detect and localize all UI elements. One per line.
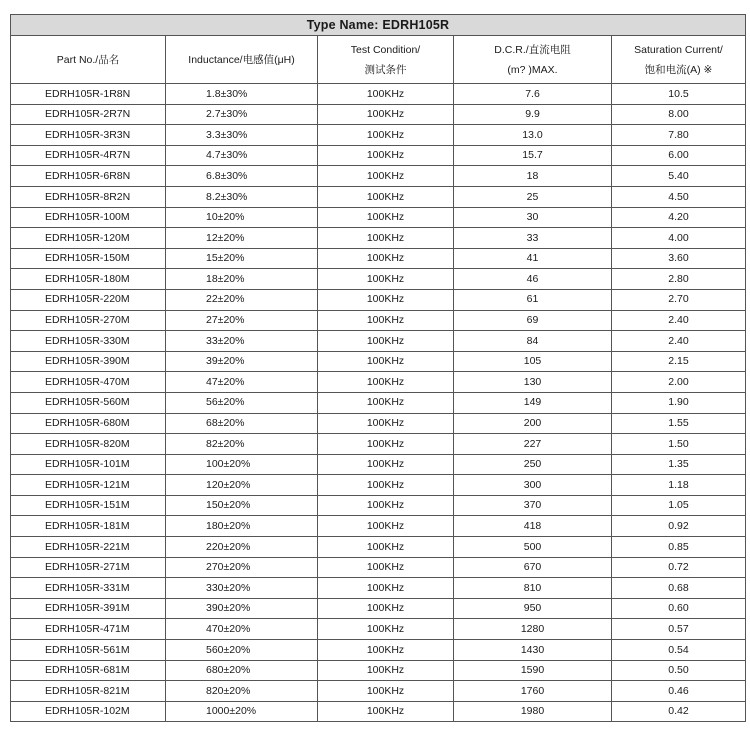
table-row — [11, 351, 746, 372]
test-condition-cell: 100KHz — [318, 166, 454, 187]
inductance-cell: 18±20% — [166, 269, 318, 290]
table-body — [11, 84, 746, 722]
header-saturation-line2: 饱和电流(A) ※ — [644, 63, 713, 76]
dcr-cell: 25 — [454, 186, 612, 207]
header-inductance: Inductance/电感值(μH) — [166, 36, 318, 84]
part-no-cell: EDRH105R-100M — [11, 207, 166, 228]
inductance-cell: 27±20% — [166, 310, 318, 331]
part-no-cell: EDRH105R-121M — [11, 475, 166, 496]
table-row — [11, 413, 746, 434]
spec-sheet — [10, 14, 745, 722]
table-row — [11, 310, 746, 331]
test-condition-cell: 100KHz — [318, 372, 454, 393]
table-row — [11, 516, 746, 537]
saturation-current-cell: 3.60 — [612, 248, 746, 269]
table-row — [11, 557, 746, 578]
dcr-cell: 227 — [454, 434, 612, 455]
test-condition-cell: 100KHz — [318, 516, 454, 537]
table-row — [11, 289, 746, 310]
saturation-current-cell: 0.57 — [612, 619, 746, 640]
inductance-cell: 2.7±30% — [166, 104, 318, 125]
inductance-cell: 12±20% — [166, 228, 318, 249]
dcr-cell: 7.6 — [454, 84, 612, 105]
saturation-current-cell: 4.50 — [612, 186, 746, 207]
table-row — [11, 84, 746, 105]
inductance-cell: 220±20% — [166, 537, 318, 558]
saturation-current-cell: 6.00 — [612, 145, 746, 166]
dcr-cell: 810 — [454, 578, 612, 599]
table-row — [11, 495, 746, 516]
inductance-cell: 15±20% — [166, 248, 318, 269]
saturation-current-cell: 2.00 — [612, 372, 746, 393]
part-no-cell: EDRH105R-6R8N — [11, 166, 166, 187]
dcr-cell: 1760 — [454, 681, 612, 702]
title-row — [11, 15, 746, 36]
test-condition-cell: 100KHz — [318, 331, 454, 352]
part-no-cell: EDRH105R-151M — [11, 495, 166, 516]
inductance-cell: 82±20% — [166, 434, 318, 455]
dcr-cell: 1590 — [454, 660, 612, 681]
table-row — [11, 145, 746, 166]
part-no-cell: EDRH105R-150M — [11, 248, 166, 269]
test-condition-cell: 100KHz — [318, 207, 454, 228]
table-row — [11, 166, 746, 187]
saturation-current-cell: 2.70 — [612, 289, 746, 310]
table-row — [11, 619, 746, 640]
part-no-cell: EDRH105R-8R2N — [11, 186, 166, 207]
test-condition-cell: 100KHz — [318, 454, 454, 475]
table-row — [11, 248, 746, 269]
dcr-cell: 130 — [454, 372, 612, 393]
inductance-cell: 56±20% — [166, 392, 318, 413]
inductance-cell: 6.8±30% — [166, 166, 318, 187]
dcr-cell: 500 — [454, 537, 612, 558]
test-condition-cell: 100KHz — [318, 413, 454, 434]
saturation-current-cell: 8.00 — [612, 104, 746, 125]
saturation-current-cell: 1.55 — [612, 413, 746, 434]
inductance-cell: 68±20% — [166, 413, 318, 434]
part-no-cell: EDRH105R-680M — [11, 413, 166, 434]
header-saturation-line1: Saturation Current/ — [634, 43, 723, 56]
test-condition-cell: 100KHz — [318, 84, 454, 105]
part-no-cell: EDRH105R-560M — [11, 392, 166, 413]
dcr-cell: 418 — [454, 516, 612, 537]
dcr-cell: 1980 — [454, 701, 612, 722]
inductance-cell: 330±20% — [166, 578, 318, 599]
inductance-cell: 4.7±30% — [166, 145, 318, 166]
dcr-cell: 300 — [454, 475, 612, 496]
dcr-cell: 41 — [454, 248, 612, 269]
inductance-cell: 100±20% — [166, 454, 318, 475]
dcr-cell: 13.0 — [454, 125, 612, 146]
test-condition-cell: 100KHz — [318, 640, 454, 661]
test-condition-cell: 100KHz — [318, 598, 454, 619]
inductance-cell: 150±20% — [166, 495, 318, 516]
saturation-current-cell: 0.68 — [612, 578, 746, 599]
dcr-cell: 15.7 — [454, 145, 612, 166]
saturation-current-cell: 2.40 — [612, 310, 746, 331]
saturation-current-cell: 1.50 — [612, 434, 746, 455]
inductance-cell: 47±20% — [166, 372, 318, 393]
saturation-current-cell: 1.18 — [612, 475, 746, 496]
part-no-cell: EDRH105R-270M — [11, 310, 166, 331]
test-condition-cell: 100KHz — [318, 619, 454, 640]
saturation-current-cell: 0.54 — [612, 640, 746, 661]
table-row — [11, 186, 746, 207]
part-no-cell: EDRH105R-681M — [11, 660, 166, 681]
table-row — [11, 228, 746, 249]
table-row — [11, 701, 746, 722]
saturation-current-cell: 0.72 — [612, 557, 746, 578]
part-no-cell: EDRH105R-4R7N — [11, 145, 166, 166]
test-condition-cell: 100KHz — [318, 701, 454, 722]
header-dcr-line1: D.C.R./直流电阻 — [494, 43, 571, 56]
table-row — [11, 269, 746, 290]
dcr-cell: 33 — [454, 228, 612, 249]
saturation-current-cell: 0.42 — [612, 701, 746, 722]
part-no-cell: EDRH105R-820M — [11, 434, 166, 455]
saturation-current-cell: 2.40 — [612, 331, 746, 352]
saturation-current-cell: 10.5 — [612, 84, 746, 105]
table-row — [11, 598, 746, 619]
inductance-cell: 1000±20% — [166, 701, 318, 722]
dcr-cell: 61 — [454, 289, 612, 310]
table-title: Type Name: EDRH105R — [11, 15, 746, 36]
test-condition-cell: 100KHz — [318, 681, 454, 702]
part-no-cell: EDRH105R-101M — [11, 454, 166, 475]
inductance-cell: 180±20% — [166, 516, 318, 537]
header-row — [11, 36, 746, 84]
saturation-current-cell: 0.46 — [612, 681, 746, 702]
test-condition-cell: 100KHz — [318, 537, 454, 558]
part-no-cell: EDRH105R-271M — [11, 557, 166, 578]
inductance-cell: 390±20% — [166, 598, 318, 619]
inductance-cell: 120±20% — [166, 475, 318, 496]
saturation-current-cell: 0.85 — [612, 537, 746, 558]
part-no-cell: EDRH105R-330M — [11, 331, 166, 352]
inductance-cell: 820±20% — [166, 681, 318, 702]
saturation-current-cell: 2.80 — [612, 269, 746, 290]
header-dcr — [454, 36, 612, 84]
part-no-cell: EDRH105R-470M — [11, 372, 166, 393]
table-row — [11, 454, 746, 475]
table-row — [11, 475, 746, 496]
header-saturation-current — [612, 36, 746, 84]
inductance-cell: 680±20% — [166, 660, 318, 681]
test-condition-cell: 100KHz — [318, 495, 454, 516]
table-row — [11, 537, 746, 558]
inductance-cell: 10±20% — [166, 207, 318, 228]
test-condition-cell: 100KHz — [318, 660, 454, 681]
dcr-cell: 149 — [454, 392, 612, 413]
header-test-condition-line1: Test Condition/ — [350, 43, 421, 56]
test-condition-cell: 100KHz — [318, 310, 454, 331]
saturation-current-cell: 5.40 — [612, 166, 746, 187]
dcr-cell: 200 — [454, 413, 612, 434]
dcr-cell: 250 — [454, 454, 612, 475]
part-no-cell: EDRH105R-3R3N — [11, 125, 166, 146]
saturation-current-cell: 0.60 — [612, 598, 746, 619]
inductance-cell: 22±20% — [166, 289, 318, 310]
table-row — [11, 660, 746, 681]
dcr-cell: 950 — [454, 598, 612, 619]
saturation-current-cell: 1.05 — [612, 495, 746, 516]
test-condition-cell: 100KHz — [318, 125, 454, 146]
test-condition-cell: 100KHz — [318, 269, 454, 290]
dcr-cell: 105 — [454, 351, 612, 372]
table-row — [11, 434, 746, 455]
dcr-cell: 84 — [454, 331, 612, 352]
inductance-cell: 560±20% — [166, 640, 318, 661]
header-dcr-line2: (m? )MAX. — [507, 63, 558, 76]
part-no-cell: EDRH105R-471M — [11, 619, 166, 640]
saturation-current-cell: 1.35 — [612, 454, 746, 475]
dcr-cell: 9.9 — [454, 104, 612, 125]
part-no-cell: EDRH105R-1R8N — [11, 84, 166, 105]
test-condition-cell: 100KHz — [318, 104, 454, 125]
dcr-cell: 69 — [454, 310, 612, 331]
part-no-cell: EDRH105R-390M — [11, 351, 166, 372]
test-condition-cell: 100KHz — [318, 392, 454, 413]
part-no-cell: EDRH105R-561M — [11, 640, 166, 661]
test-condition-cell: 100KHz — [318, 557, 454, 578]
dcr-cell: 1430 — [454, 640, 612, 661]
table-row — [11, 392, 746, 413]
inductance-cell: 8.2±30% — [166, 186, 318, 207]
part-no-cell: EDRH105R-181M — [11, 516, 166, 537]
header-test-condition — [318, 36, 454, 84]
table-row — [11, 578, 746, 599]
dcr-cell: 1280 — [454, 619, 612, 640]
saturation-current-cell: 4.00 — [612, 228, 746, 249]
test-condition-cell: 100KHz — [318, 228, 454, 249]
part-no-cell: EDRH105R-102M — [11, 701, 166, 722]
dcr-cell: 370 — [454, 495, 612, 516]
test-condition-cell: 100KHz — [318, 145, 454, 166]
part-no-cell: EDRH105R-391M — [11, 598, 166, 619]
spec-table — [10, 14, 746, 722]
dcr-cell: 670 — [454, 557, 612, 578]
inductance-cell: 270±20% — [166, 557, 318, 578]
dcr-cell: 46 — [454, 269, 612, 290]
table-row — [11, 640, 746, 661]
table-row — [11, 372, 746, 393]
dcr-cell: 30 — [454, 207, 612, 228]
table-row — [11, 207, 746, 228]
part-no-cell: EDRH105R-821M — [11, 681, 166, 702]
test-condition-cell: 100KHz — [318, 578, 454, 599]
header-test-condition-line2: 测试条件 — [364, 63, 407, 76]
table-row — [11, 104, 746, 125]
part-no-cell: EDRH105R-120M — [11, 228, 166, 249]
part-no-cell: EDRH105R-221M — [11, 537, 166, 558]
table-row — [11, 331, 746, 352]
saturation-current-cell: 0.92 — [612, 516, 746, 537]
inductance-cell: 33±20% — [166, 331, 318, 352]
part-no-cell: EDRH105R-2R7N — [11, 104, 166, 125]
inductance-cell: 1.8±30% — [166, 84, 318, 105]
part-no-cell: EDRH105R-220M — [11, 289, 166, 310]
saturation-current-cell: 1.90 — [612, 392, 746, 413]
table-row — [11, 125, 746, 146]
test-condition-cell: 100KHz — [318, 248, 454, 269]
dcr-cell: 18 — [454, 166, 612, 187]
saturation-current-cell: 4.20 — [612, 207, 746, 228]
table-row — [11, 681, 746, 702]
header-part-no: Part No./品名 — [11, 36, 166, 84]
test-condition-cell: 100KHz — [318, 186, 454, 207]
test-condition-cell: 100KHz — [318, 434, 454, 455]
inductance-cell: 470±20% — [166, 619, 318, 640]
saturation-current-cell: 2.15 — [612, 351, 746, 372]
test-condition-cell: 100KHz — [318, 475, 454, 496]
inductance-cell: 39±20% — [166, 351, 318, 372]
part-no-cell: EDRH105R-331M — [11, 578, 166, 599]
saturation-current-cell: 7.80 — [612, 125, 746, 146]
test-condition-cell: 100KHz — [318, 289, 454, 310]
part-no-cell: EDRH105R-180M — [11, 269, 166, 290]
inductance-cell: 3.3±30% — [166, 125, 318, 146]
saturation-current-cell: 0.50 — [612, 660, 746, 681]
test-condition-cell: 100KHz — [318, 351, 454, 372]
